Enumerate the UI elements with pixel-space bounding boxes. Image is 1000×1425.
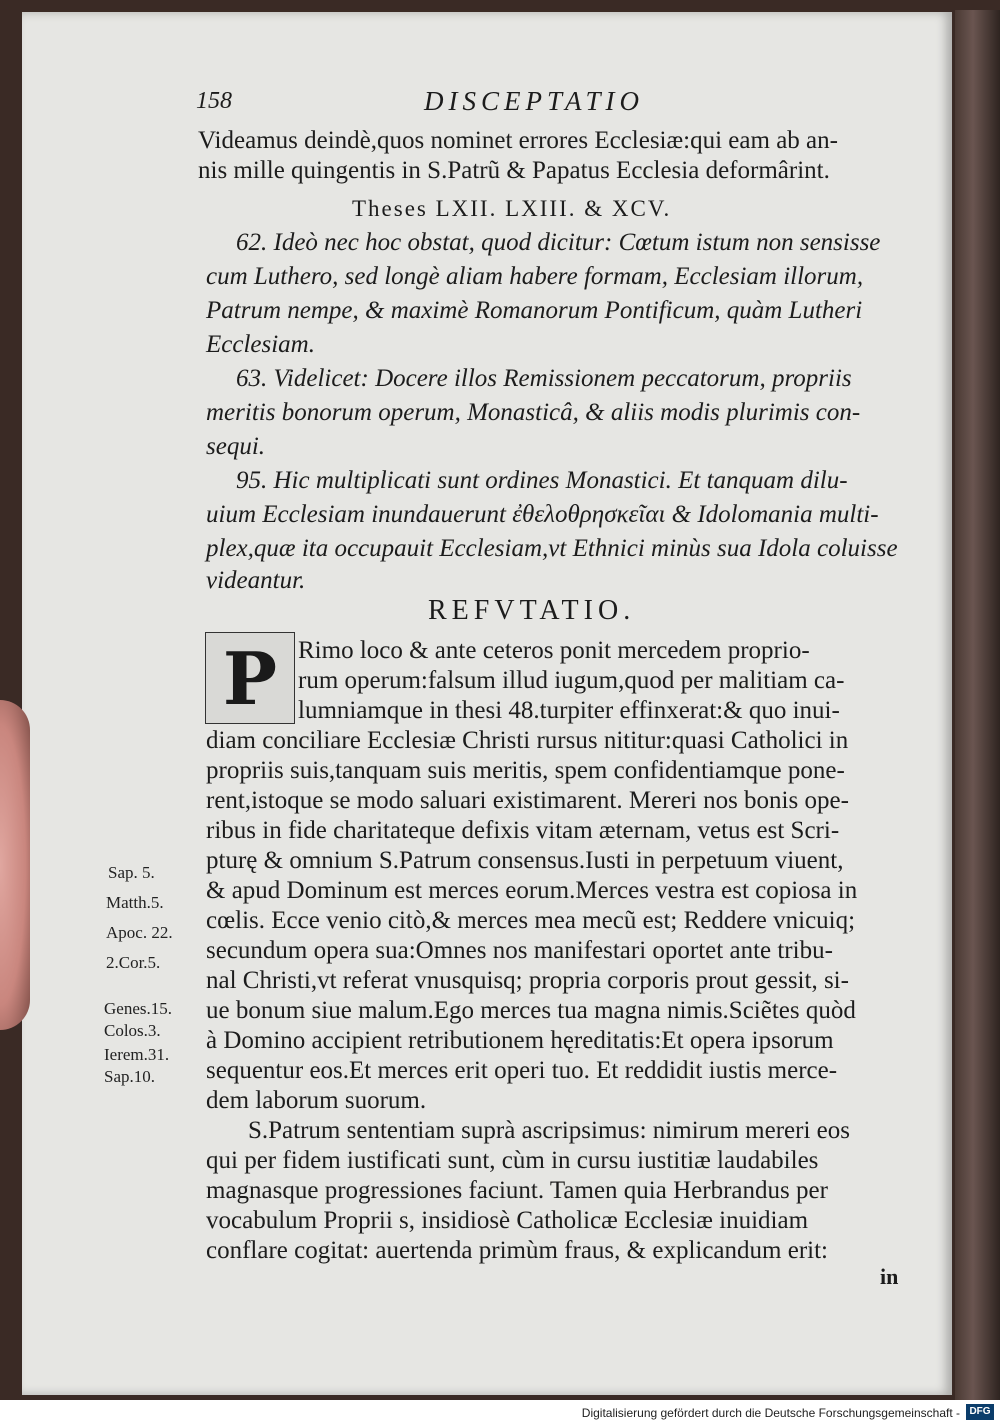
theses-heading: Theses LXII. LXIII. & XCV. bbox=[352, 196, 672, 221]
intro-line: nis mille quingentis in S.Patrũ & Papatus Ecclesia deformârint. bbox=[198, 157, 830, 184]
body-line: secundum opera sua:Omnes nos manifestari oportet ante tribu- bbox=[206, 937, 833, 964]
initial-letter: P bbox=[222, 635, 278, 721]
body-line: qui per fidem iustificati sunt, cùm in cursu iustitiæ laudabiles bbox=[206, 1147, 819, 1174]
margin-note: Matth.5. bbox=[106, 893, 164, 912]
thesis-line: Patrum nempe, & maximè Romanorum Pontificum, quàm Lutheri bbox=[206, 297, 863, 324]
margin-note: Ierem.31. bbox=[104, 1045, 170, 1064]
body-line: rent,istoque se modo saluari existimarent. Mereri nos bonis ope- bbox=[206, 787, 849, 814]
body-line: Rimo loco & ante ceteros ponit mercedem proprio- bbox=[298, 637, 810, 664]
page-number: 158 bbox=[196, 88, 232, 114]
body-line: nal Christi,vt referat vnusquisq; propria corporis prout gessit, si- bbox=[206, 967, 849, 994]
thesis-line: uium Ecclesiam inundauerunt ἐθελοθρησκεῖαι & Idolomania multi- bbox=[206, 501, 879, 528]
body-line: propriis suis,tanquam suis meritis, spem confidentiamque pone- bbox=[206, 757, 845, 784]
decorated-initial bbox=[205, 632, 295, 724]
thesis-line: 63. Videlicet: Docere illos Remissionem peccatorum, propriis bbox=[236, 365, 852, 392]
thesis-line: plex,quæ ita occupauit Ecclesiam,vt Ethnici minùs sua Idola coluisse bbox=[206, 535, 898, 562]
body-line: diam conciliare Ecclesiæ Christi rursus nititur:quasi Catholici in bbox=[206, 727, 849, 754]
body-line: magnasque progressiones faciunt. Tamen quia Herbrandus per bbox=[206, 1177, 828, 1204]
body-line: cœlis. Ecce venio citò,& merces mea mecũ est; Reddere vnicuiq; bbox=[206, 907, 856, 934]
body-line: dem laborum suorum. bbox=[206, 1087, 427, 1114]
refutatio-heading: REFVTATIO. bbox=[428, 595, 636, 626]
margin-note: Sap. 5. bbox=[108, 863, 155, 882]
thesis-line: Ecclesiam. bbox=[206, 331, 315, 358]
margin-note: Apoc. 22. bbox=[106, 923, 173, 942]
body-line: S.Patrum sententiam suprà ascripsimus: nimirum mereri eos bbox=[248, 1117, 850, 1144]
margin-note: 2.Cor.5. bbox=[106, 953, 161, 972]
thesis-line: sequi. bbox=[206, 433, 266, 460]
footer-credit: Digitalisierung gefördert durch die Deutsche Forschungsgemeinschaft - bbox=[581, 1406, 960, 1420]
book-spine bbox=[955, 10, 1000, 1400]
thesis-line: 95. Hic multiplicati sunt ordines Monastici. Et tanquam dilu- bbox=[236, 467, 848, 494]
catchword: in bbox=[880, 1264, 899, 1289]
running-title: DISCEPTATIO bbox=[424, 86, 644, 116]
body-line: ue bonum siue malum.Ego merces tua magna nimis.Sciẽtes quòd bbox=[206, 997, 856, 1024]
thesis-line: videantur. bbox=[206, 567, 306, 594]
body-line: & apud Dominum est merces eorum.Merces vestra est copiosa in bbox=[206, 877, 858, 904]
body-line: pturę & omnium S.Patrum consensus.Iusti in perpetuum viuent, bbox=[206, 847, 844, 874]
thesis-line: 62. Ideò nec hoc obstat, quod dicitur: Cœtum istum non sensisse bbox=[236, 229, 881, 256]
thesis-line: cum Luthero, sed longè aliam habere formam, Ecclesiam illorum, bbox=[206, 263, 864, 290]
margin-note: Colos.3. bbox=[104, 1021, 161, 1040]
body-line: lumniamque in thesi 48.turpiter effinxerat:& quo inui- bbox=[298, 697, 840, 724]
finger-edge bbox=[0, 700, 30, 1030]
thesis-line: meritis bonorum operum, Monasticâ, & aliis modis plurimis con- bbox=[206, 399, 861, 426]
body-line: à Domino accipient retributionem hęreditatis:Et opera ipsorum bbox=[206, 1027, 834, 1054]
body-line: sequentur eos.Et merces erit operi tuo. Et reddidit iustis merce- bbox=[206, 1057, 838, 1084]
dfg-logo: DFG bbox=[966, 1404, 994, 1420]
margin-note: Genes.15. bbox=[104, 999, 172, 1018]
body-line: vocabulum Proprii s, insidiosè Catholicæ Ecclesiæ inuidiam bbox=[206, 1207, 809, 1234]
margin-note: Sap.10. bbox=[104, 1067, 155, 1086]
intro-line: Videamus deindè,quos nominet errores Ecclesiæ:qui eam ab an- bbox=[198, 127, 838, 154]
body-line: conflare cogitat: auertenda primùm fraus, & explicandum erit: bbox=[206, 1237, 828, 1264]
body-line: rum operum:falsum illud iugum,quod per malitiam ca- bbox=[298, 667, 845, 694]
body-line: ribus in fide charitateque defixis vitam æternam, vetus est Scri- bbox=[206, 817, 840, 844]
